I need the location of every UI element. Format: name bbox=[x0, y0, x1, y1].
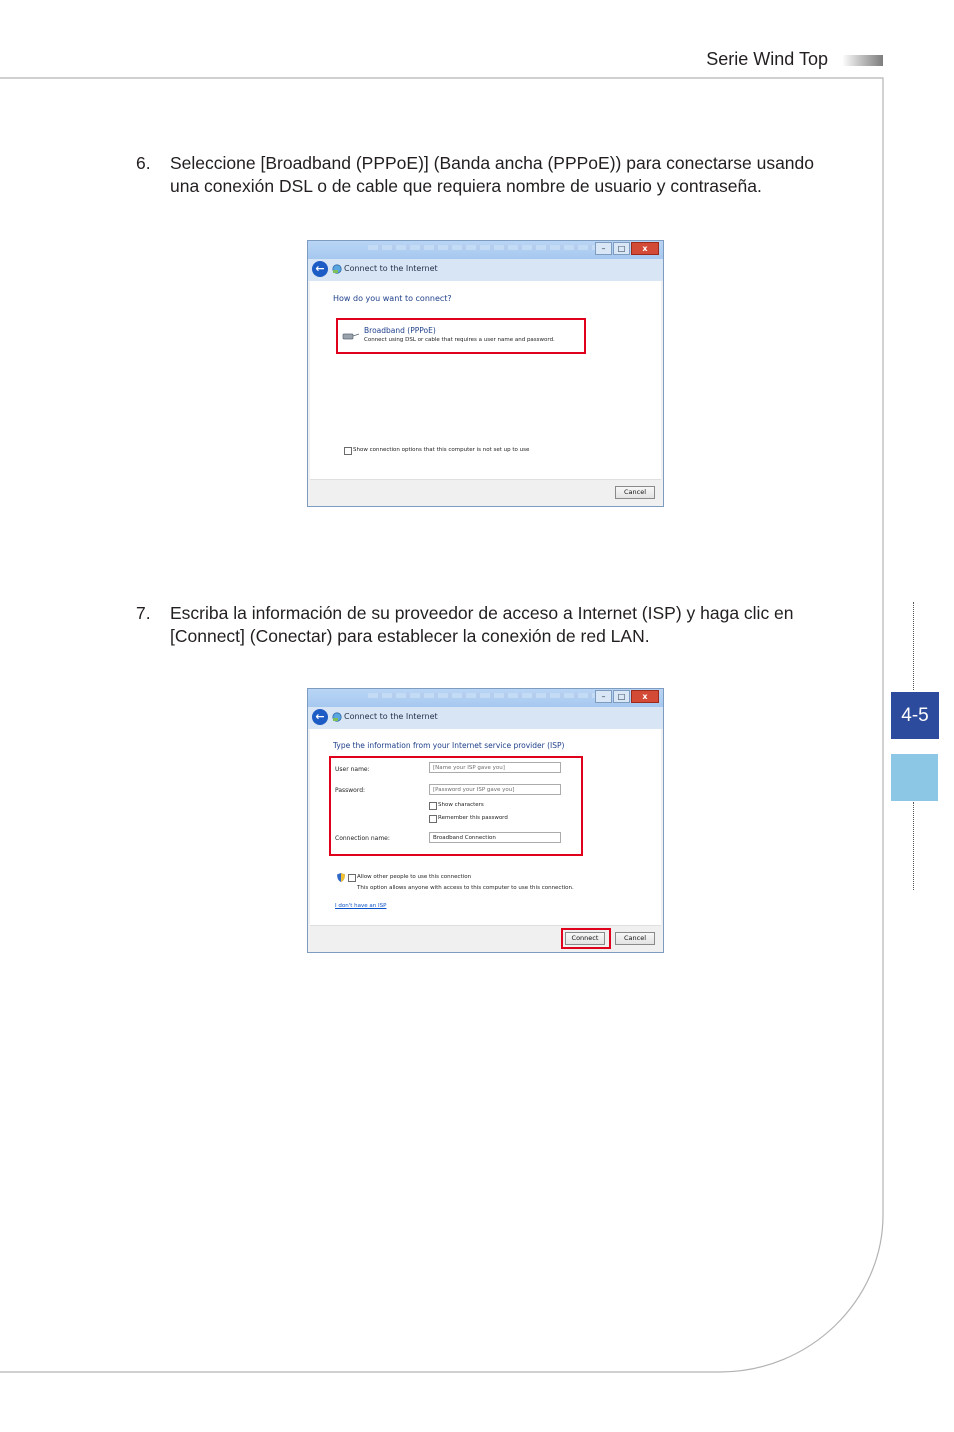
show-options-label: Show connection options that this computer is not set up to use bbox=[353, 447, 530, 453]
connect-dialog-pppoe bbox=[307, 240, 664, 507]
remember-password-checkbox[interactable] bbox=[429, 815, 437, 823]
close-button[interactable]: x bbox=[631, 690, 659, 703]
dialog-heading: Type the information from your Internet service provider (ISP) bbox=[333, 741, 565, 750]
allow-others-description: This option allows anyone with access to this computer to use this connection. bbox=[357, 885, 574, 891]
nav-bar bbox=[308, 707, 663, 729]
option-description: Connect using DSL or cable that requires a user name and password. bbox=[364, 337, 555, 343]
password-input[interactable]: [Password your ISP gave you] bbox=[429, 784, 561, 795]
connection-name-label: Connection name: bbox=[335, 835, 390, 842]
nav-bar bbox=[308, 259, 663, 281]
broadband-modem-icon bbox=[342, 331, 360, 341]
shield-icon bbox=[337, 873, 345, 882]
dialog-content bbox=[310, 729, 661, 925]
connect-dialog-isp bbox=[307, 688, 664, 953]
back-arrow-icon[interactable]: ← bbox=[312, 709, 328, 725]
title-bar bbox=[308, 241, 663, 259]
show-characters-label: Show characters bbox=[438, 802, 484, 808]
step-text: Escriba la información de su proveedor de acceso a Internet (ISP) y haga clic en [Connect] (Conectar) para establecer la conexión de red LAN. bbox=[170, 603, 794, 646]
maximize-button[interactable]: □ bbox=[613, 690, 630, 703]
header-gradient-bar bbox=[842, 55, 883, 66]
step-6 bbox=[136, 152, 826, 222]
highlight-box bbox=[336, 318, 586, 354]
password-label: Password: bbox=[335, 787, 366, 794]
remember-password-label: Remember this password bbox=[438, 815, 508, 821]
maximize-button[interactable]: □ bbox=[613, 242, 630, 255]
connect-button[interactable]: Connect bbox=[565, 932, 605, 945]
connection-name-input[interactable]: Broadband Connection bbox=[429, 832, 561, 843]
nav-title: Connect to the Internet bbox=[344, 712, 438, 721]
nav-title: Connect to the Internet bbox=[344, 264, 438, 273]
cancel-button[interactable]: Cancel bbox=[615, 486, 655, 499]
allow-others-checkbox[interactable] bbox=[348, 874, 356, 882]
title-bar-background-text bbox=[368, 245, 598, 250]
network-globe-icon bbox=[332, 264, 342, 274]
allow-others-label: Allow other people to use this connection bbox=[357, 874, 472, 880]
step-number: 6. bbox=[136, 153, 151, 173]
user-name-label: User name: bbox=[335, 766, 370, 773]
chapter-color-block bbox=[891, 754, 938, 801]
dialog-footer bbox=[310, 925, 661, 950]
title-bar-background-text bbox=[368, 693, 598, 698]
back-arrow-icon[interactable]: ← bbox=[312, 261, 328, 277]
side-dotted-line-bottom bbox=[913, 802, 915, 890]
no-isp-link[interactable]: I don't have an ISP bbox=[335, 903, 387, 909]
cancel-button[interactable]: Cancel bbox=[615, 932, 655, 945]
step-number: 7. bbox=[136, 603, 151, 623]
dialog-footer bbox=[310, 479, 661, 504]
step-7 bbox=[136, 602, 826, 650]
network-globe-icon bbox=[332, 712, 342, 722]
step-text: Seleccione [Broadband (PPPoE)] (Banda ancha (PPPoE)) para conectarse usando una conexión DSL o de cable que requiera nombre de usuario y contraseña. bbox=[170, 153, 814, 196]
minimize-button[interactable]: – bbox=[595, 242, 612, 255]
dialog-question: How do you want to connect? bbox=[333, 294, 452, 303]
user-name-input[interactable]: [Name your ISP gave you] bbox=[429, 762, 561, 773]
option-title[interactable]: Broadband (PPPoE) bbox=[364, 326, 436, 335]
show-characters-checkbox[interactable] bbox=[429, 802, 437, 810]
chapter-page-tab: 4-5 bbox=[891, 692, 939, 739]
side-dotted-line-top bbox=[913, 602, 915, 690]
show-options-checkbox[interactable] bbox=[344, 447, 352, 455]
header-title: Serie Wind Top bbox=[706, 49, 828, 69]
minimize-button[interactable]: – bbox=[595, 690, 612, 703]
title-bar bbox=[308, 689, 663, 707]
dialog-content bbox=[310, 281, 661, 479]
close-button[interactable]: x bbox=[631, 242, 659, 255]
